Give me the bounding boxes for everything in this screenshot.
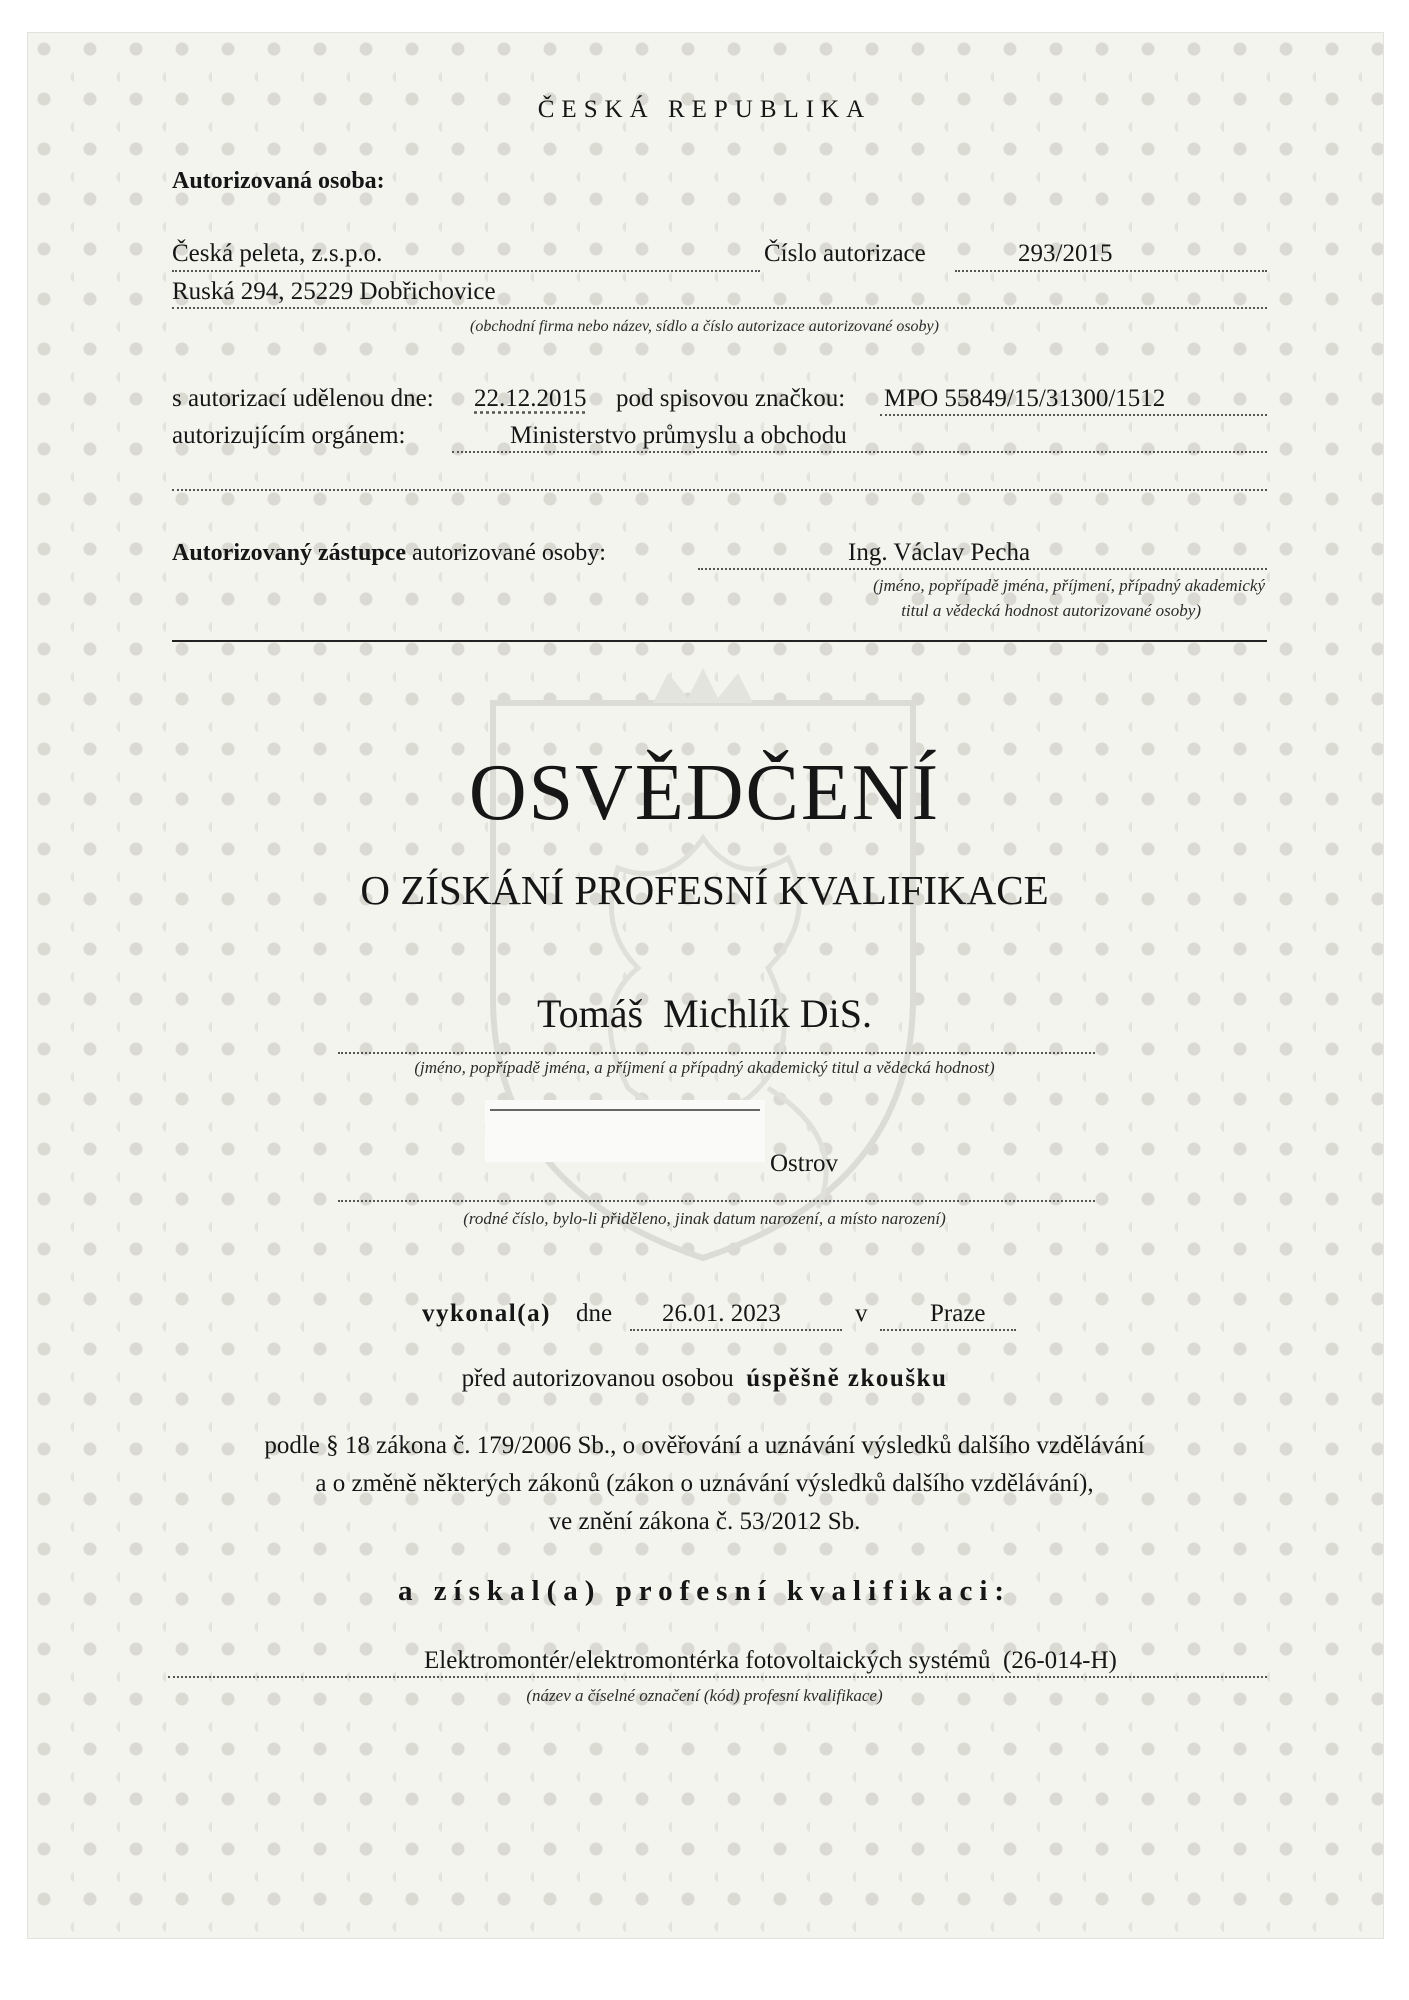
law-line-2: a o změně některých zákonů (zákon o uznávání výsledků dalšího vzdělávání), [315, 1470, 1094, 1497]
exam-before-text: před autorizovanou osobou [461, 1365, 734, 1392]
granted-label: s autorizací udělenou dne: [172, 385, 434, 412]
exam-success: úspěšně zkoušku [746, 1365, 948, 1392]
qualification-fill [168, 1676, 1267, 1678]
certificate-title: OSVĚDČENÍ [468, 749, 941, 837]
holder-name: Tomáš Michlík DiS. [537, 991, 872, 1036]
qualification-note: (název a číselné označení (kód) profesní kvalifikace) [526, 1686, 883, 1705]
exam-date-fill [630, 1329, 842, 1331]
exam-date: 26.01. 2023 [662, 1300, 781, 1327]
auth-number-fill [955, 270, 1267, 272]
redaction-stroke [490, 1109, 760, 1111]
exam-before [0, 1365, 1409, 1393]
birth-fill [338, 1200, 1095, 1202]
exam-performed: vykonal(a) [422, 1300, 551, 1327]
authority-note: (obchodní firma nebo název, sídlo a číslo autorizace autorizované osoby) [470, 318, 939, 335]
auth-number: 293/2015 [1018, 240, 1113, 267]
auth-number-label: Číslo autorizace [764, 240, 926, 267]
holder-note: (jméno, popřípadě jména, a příjmení a případný akademický titul a vědecká hodnost) [414, 1058, 995, 1077]
law-line-3: ve znění zákona č. 53/2012 Sb. [548, 1508, 861, 1535]
file-label: pod spisovou značkou: [616, 385, 846, 412]
authorizing-body-fill [452, 451, 1267, 453]
qualification-heading: a získal(a) profesní kvalifikaci: [397, 1575, 1012, 1607]
authority-name-fill [172, 270, 760, 272]
file-number-fill [880, 414, 1267, 416]
law-line-1: podle § 18 zákona č. 179/2006 Sb., o ověřování a uznávání výsledků dalšího vzdělávání [264, 1432, 1145, 1459]
representative-label [172, 540, 606, 567]
file-number: MPO 55849/15/31300/1512 [884, 385, 1166, 412]
country-heading: ČESKÁ REPUBLIKA [537, 96, 872, 123]
exam-place: Praze [930, 1300, 986, 1327]
granted-date: 22.12.2015 [474, 385, 587, 412]
representative-label-bold: Autorizovaný zástupce [172, 540, 406, 566]
holder-name-fill [338, 1052, 1095, 1054]
birth-note: (rodné číslo, bylo-li přiděleno, jinak datum narození, a místo narození) [463, 1209, 946, 1228]
exam-place-fill [880, 1329, 1016, 1331]
authority-address-fill [172, 307, 1267, 309]
representative-fill [698, 568, 1267, 570]
representative-note-2: titul a vědecká hodnost autorizované osoby) [901, 601, 1201, 620]
authorized-person-label: Autorizovaná osoba: [172, 168, 385, 194]
birth-place: Ostrov [770, 1150, 839, 1177]
empty-fill-line [172, 489, 1267, 491]
qualification-name: Elektromontér/elektromontérka fotovoltaických systémů (26-014-H) [424, 1647, 1117, 1674]
authority-address: Ruská 294, 25229 Dobřichovice [172, 278, 496, 305]
exam-place-label: v [855, 1300, 868, 1327]
authority-name: Česká peleta, z.s.p.o. [172, 240, 383, 267]
authorizing-body: Ministerstvo průmyslu a obchodu [510, 422, 847, 449]
section-divider [172, 640, 1267, 642]
representative-label-rest: autorizované osoby: [411, 540, 606, 566]
representative-name: Ing. Václav Pecha [848, 539, 1031, 566]
certificate-subtitle: O ZÍSKÁNÍ PROFESNÍ KVALIFIKACE [360, 867, 1049, 913]
representative-note-1: (jméno, popřípadě jména, příjmení, případný akademický [873, 576, 1265, 595]
authorizing-body-label: autorizujícím orgánem: [172, 422, 406, 449]
exam-date-label: dne [576, 1300, 613, 1327]
